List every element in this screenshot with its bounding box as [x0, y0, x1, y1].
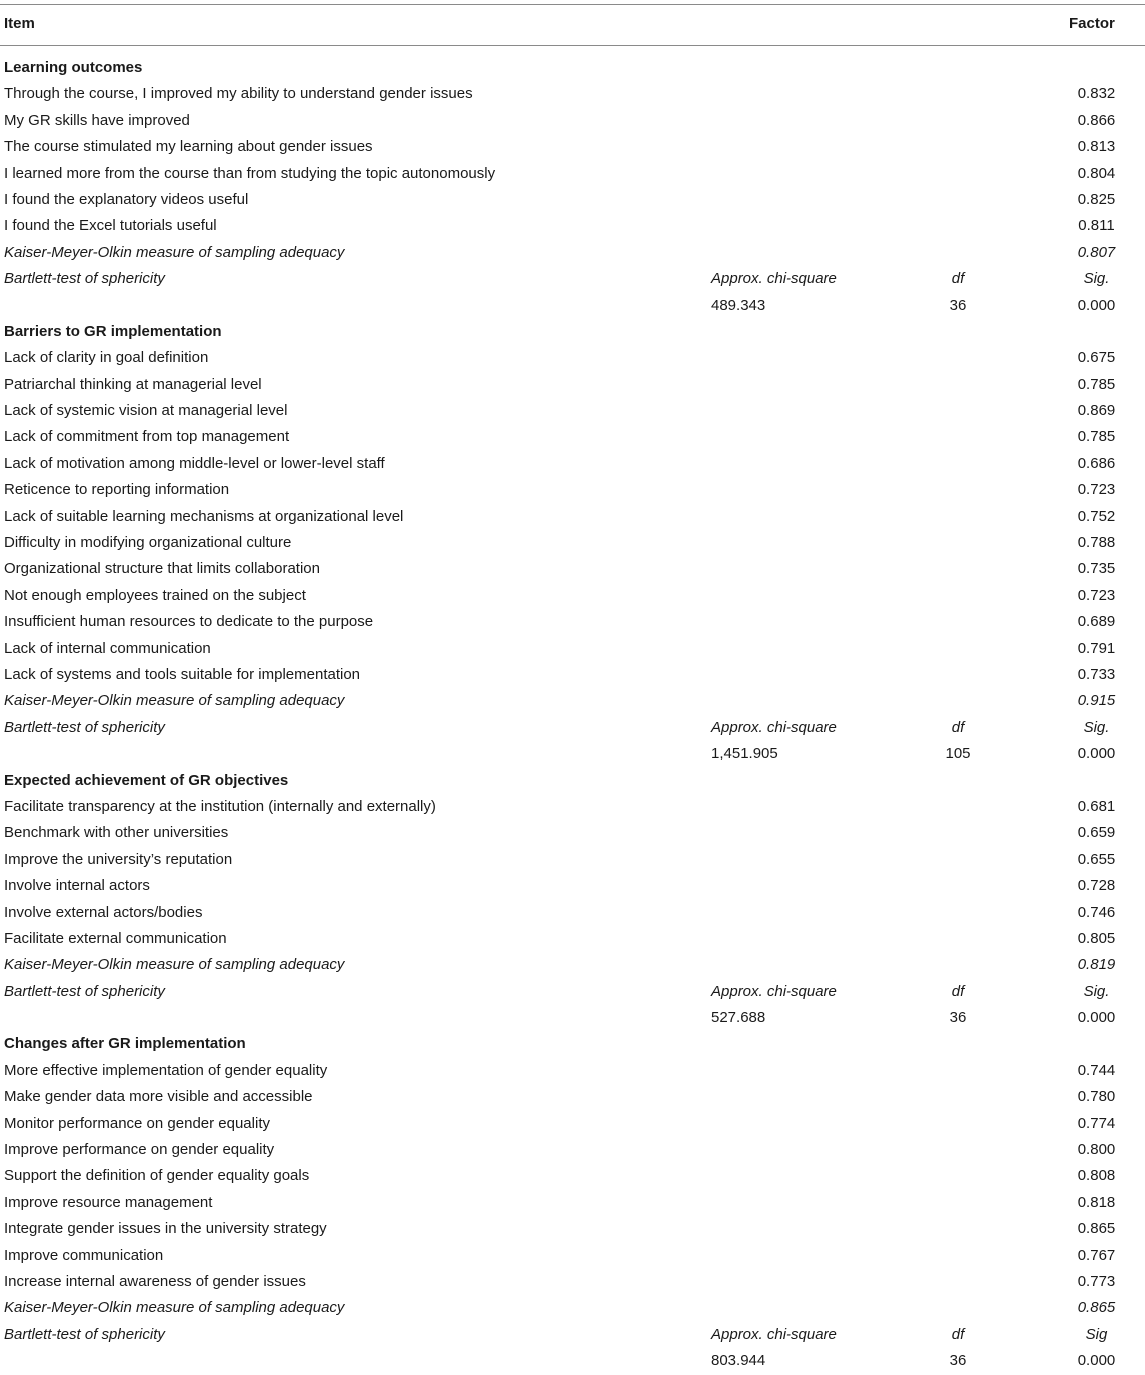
table-row	[0, 556, 1145, 582]
item-label: Increase internal awareness of gender issues	[4, 1272, 306, 1290]
kmo-label: Kaiser-Meyer-Olkin measure of sampling adequacy	[4, 956, 345, 974]
item-label: Lack of clarity in goal definition	[4, 349, 209, 367]
table-row	[0, 530, 1145, 556]
item-label: Insufficient human resources to dedicate to the purpose	[4, 613, 374, 631]
section-title: Barriers to GR implementation	[4, 322, 222, 340]
section-heading	[0, 768, 1145, 794]
factor-value: 0.805	[1077, 929, 1116, 947]
factor-value: 0.869	[1077, 402, 1116, 420]
item-label: Improve the university’s reputation	[4, 850, 233, 868]
item-label: Lack of suitable learning mechanisms at organizational level	[4, 507, 404, 525]
factor-value: 0.791	[1077, 639, 1116, 657]
bartlett-row	[0, 1322, 1145, 1348]
sig-value: 0.000	[1077, 1352, 1116, 1370]
kmo-value: 0.807	[1077, 243, 1116, 261]
factor-value: 0.746	[1077, 903, 1116, 921]
df-value: 36	[949, 1352, 967, 1370]
table-row	[0, 1084, 1145, 1110]
section-title: Changes after GR implementation	[4, 1035, 246, 1053]
chi-square-value: 1,451.905	[711, 745, 778, 763]
item-label: Involve external actors/bodies	[4, 903, 203, 921]
kmo-row	[0, 952, 1145, 978]
item-label: Improve resource management	[4, 1193, 213, 1211]
factor-value: 0.686	[1077, 454, 1116, 472]
item-label: Through the course, I improved my ability to understand gender issues	[4, 85, 473, 103]
bartlett-values-row	[0, 1005, 1145, 1031]
factor-value: 0.865	[1077, 1220, 1116, 1238]
item-label: Difficulty in modifying organizational culture	[4, 534, 292, 552]
table-header	[0, 4, 1145, 45]
factor-value: 0.825	[1077, 190, 1116, 208]
chi-square-value: 803.944	[711, 1352, 766, 1370]
df-label: df	[951, 982, 965, 1000]
chi-square-label: Approx. chi-square	[711, 270, 837, 288]
table-row	[0, 134, 1145, 160]
factor-value: 0.813	[1077, 138, 1116, 156]
table-row	[0, 1190, 1145, 1216]
table-row	[0, 1269, 1145, 1295]
item-label: Lack of systems and tools suitable for implementation	[4, 665, 361, 683]
item-label: Lack of systemic vision at managerial level	[4, 402, 288, 420]
df-value: 36	[949, 296, 967, 314]
df-label: df	[951, 718, 965, 736]
kmo-value: 0.915	[1077, 692, 1116, 710]
factor-value: 0.723	[1077, 481, 1116, 499]
df-value: 105	[945, 745, 971, 763]
bartlett-label: Bartlett-test of sphericity	[4, 718, 165, 736]
bartlett-label: Bartlett-test of sphericity	[4, 270, 165, 288]
factor-value: 0.752	[1077, 507, 1116, 525]
table-row	[0, 1216, 1145, 1242]
table-row	[0, 609, 1145, 635]
table-row	[0, 926, 1145, 952]
sig-label: Sig	[1085, 1325, 1108, 1343]
item-label: Support the definition of gender equality goals	[4, 1167, 310, 1185]
factor-value: 0.866	[1077, 111, 1116, 129]
df-value: 36	[949, 1009, 967, 1027]
header-item: Item	[4, 15, 35, 32]
table-row	[0, 900, 1145, 926]
factor-value: 0.767	[1077, 1246, 1116, 1264]
factor-value: 0.733	[1077, 665, 1116, 683]
table-body	[0, 55, 1145, 1375]
item-label: I found the Excel tutorials useful	[4, 217, 217, 235]
item-label: Lack of commitment from top management	[4, 428, 290, 446]
table-row	[0, 213, 1145, 239]
factor-value: 0.811	[1078, 217, 1115, 235]
table-row	[0, 424, 1145, 450]
bartlett-values-row	[0, 293, 1145, 319]
sig-value: 0.000	[1077, 296, 1116, 314]
item-label: Improve communication	[4, 1246, 164, 1264]
factor-value: 0.655	[1077, 850, 1116, 868]
item-label: My GR skills have improved	[4, 111, 190, 129]
table-row	[0, 1058, 1145, 1084]
item-label: Organizational structure that limits collaboration	[4, 560, 320, 578]
item-label: More effective implementation of gender equality	[4, 1061, 328, 1079]
table-row	[0, 398, 1145, 424]
bartlett-row	[0, 715, 1145, 741]
kmo-label: Kaiser-Meyer-Olkin measure of sampling adequacy	[4, 243, 345, 261]
factor-value: 0.788	[1077, 534, 1116, 552]
chi-square-label: Approx. chi-square	[711, 718, 837, 736]
section-heading	[0, 319, 1145, 345]
factor-value: 0.675	[1077, 349, 1116, 367]
item-label: Lack of internal communication	[4, 639, 211, 657]
item-label: Monitor performance on gender equality	[4, 1114, 270, 1132]
item-label: Facilitate external communication	[4, 929, 227, 947]
kmo-row	[0, 688, 1145, 714]
factor-value: 0.774	[1077, 1114, 1116, 1132]
factor-value: 0.832	[1077, 85, 1116, 103]
table-row	[0, 662, 1145, 688]
sig-label: Sig.	[1083, 718, 1110, 736]
item-label: Lack of motivation among middle-level or lower-level staff	[4, 454, 385, 472]
section-heading	[0, 55, 1145, 81]
bartlett-values-row	[0, 741, 1145, 767]
item-label: Patriarchal thinking at managerial level	[4, 375, 262, 393]
section-title: Learning outcomes	[4, 59, 143, 76]
section-heading	[0, 1031, 1145, 1057]
item-label: Not enough employees trained on the subject	[4, 586, 306, 604]
sig-label: Sig.	[1083, 270, 1110, 288]
table-header-rule	[0, 45, 1145, 46]
factor-value: 0.780	[1077, 1088, 1116, 1106]
item-label: Involve internal actors	[4, 877, 150, 895]
table-row	[0, 161, 1145, 187]
table-row	[0, 1137, 1145, 1163]
bartlett-row	[0, 266, 1145, 292]
kmo-value: 0.865	[1077, 1299, 1116, 1317]
factor-value: 0.785	[1077, 428, 1116, 446]
item-label: Improve performance on gender equality	[4, 1141, 275, 1159]
table-row	[0, 187, 1145, 213]
table-row	[0, 820, 1145, 846]
df-label: df	[951, 1325, 965, 1343]
section-title: Expected achievement of GR objectives	[4, 771, 289, 789]
item-label: I learned more from the course than from studying the topic autonomously	[4, 164, 496, 182]
item-label: I found the explanatory videos useful	[4, 190, 249, 208]
kmo-label: Kaiser-Meyer-Olkin measure of sampling adequacy	[4, 1299, 345, 1317]
table-row	[0, 504, 1145, 530]
table-row	[0, 636, 1145, 662]
table-row	[0, 873, 1145, 899]
table-row	[0, 372, 1145, 398]
df-label: df	[951, 270, 965, 288]
table-row	[0, 477, 1145, 503]
factor-value: 0.744	[1077, 1061, 1116, 1079]
bartlett-label: Bartlett-test of sphericity	[4, 982, 165, 1000]
factor-value: 0.818	[1077, 1193, 1116, 1211]
bartlett-row	[0, 979, 1145, 1005]
table-row	[0, 583, 1145, 609]
factor-value: 0.800	[1077, 1141, 1116, 1159]
factor-value: 0.723	[1077, 586, 1116, 604]
kmo-row	[0, 1295, 1145, 1321]
table-row	[0, 108, 1145, 134]
sig-value: 0.000	[1077, 1009, 1116, 1027]
factor-value: 0.728	[1077, 877, 1116, 895]
item-label: The course stimulated my learning about gender issues	[4, 138, 373, 156]
factor-value: 0.785	[1077, 375, 1116, 393]
kmo-value: 0.819	[1077, 956, 1116, 974]
table-row	[0, 345, 1145, 371]
factor-value: 0.735	[1077, 560, 1116, 578]
table-row	[0, 1163, 1145, 1189]
item-label: Make gender data more visible and accessible	[4, 1088, 313, 1106]
chi-square-label: Approx. chi-square	[711, 1325, 837, 1343]
factor-value: 0.808	[1077, 1167, 1116, 1185]
bartlett-label: Bartlett-test of sphericity	[4, 1325, 165, 1343]
item-label: Integrate gender issues in the university strategy	[4, 1220, 327, 1238]
table-row	[0, 794, 1145, 820]
chi-square-value: 527.688	[711, 1009, 766, 1027]
table-row	[0, 847, 1145, 873]
item-label: Reticence to reporting information	[4, 481, 230, 499]
kmo-label: Kaiser-Meyer-Olkin measure of sampling adequacy	[4, 692, 345, 710]
item-label: Facilitate transparency at the institution (internally and externally)	[4, 797, 436, 815]
kmo-row	[0, 240, 1145, 266]
header-factor: Factor	[1069, 15, 1115, 32]
item-label: Benchmark with other universities	[4, 824, 229, 842]
factor-value: 0.804	[1077, 164, 1116, 182]
table-row	[0, 81, 1145, 107]
sig-value: 0.000	[1077, 745, 1116, 763]
chi-square-label: Approx. chi-square	[711, 982, 837, 1000]
table-row	[0, 1111, 1145, 1137]
factor-value: 0.659	[1077, 824, 1116, 842]
table-row	[0, 1243, 1145, 1269]
sig-label: Sig.	[1083, 982, 1110, 1000]
chi-square-value: 489.343	[711, 296, 766, 314]
table-row	[0, 451, 1145, 477]
factor-value: 0.773	[1077, 1272, 1116, 1290]
factor-value: 0.681	[1077, 797, 1116, 815]
factor-value: 0.689	[1077, 613, 1116, 631]
